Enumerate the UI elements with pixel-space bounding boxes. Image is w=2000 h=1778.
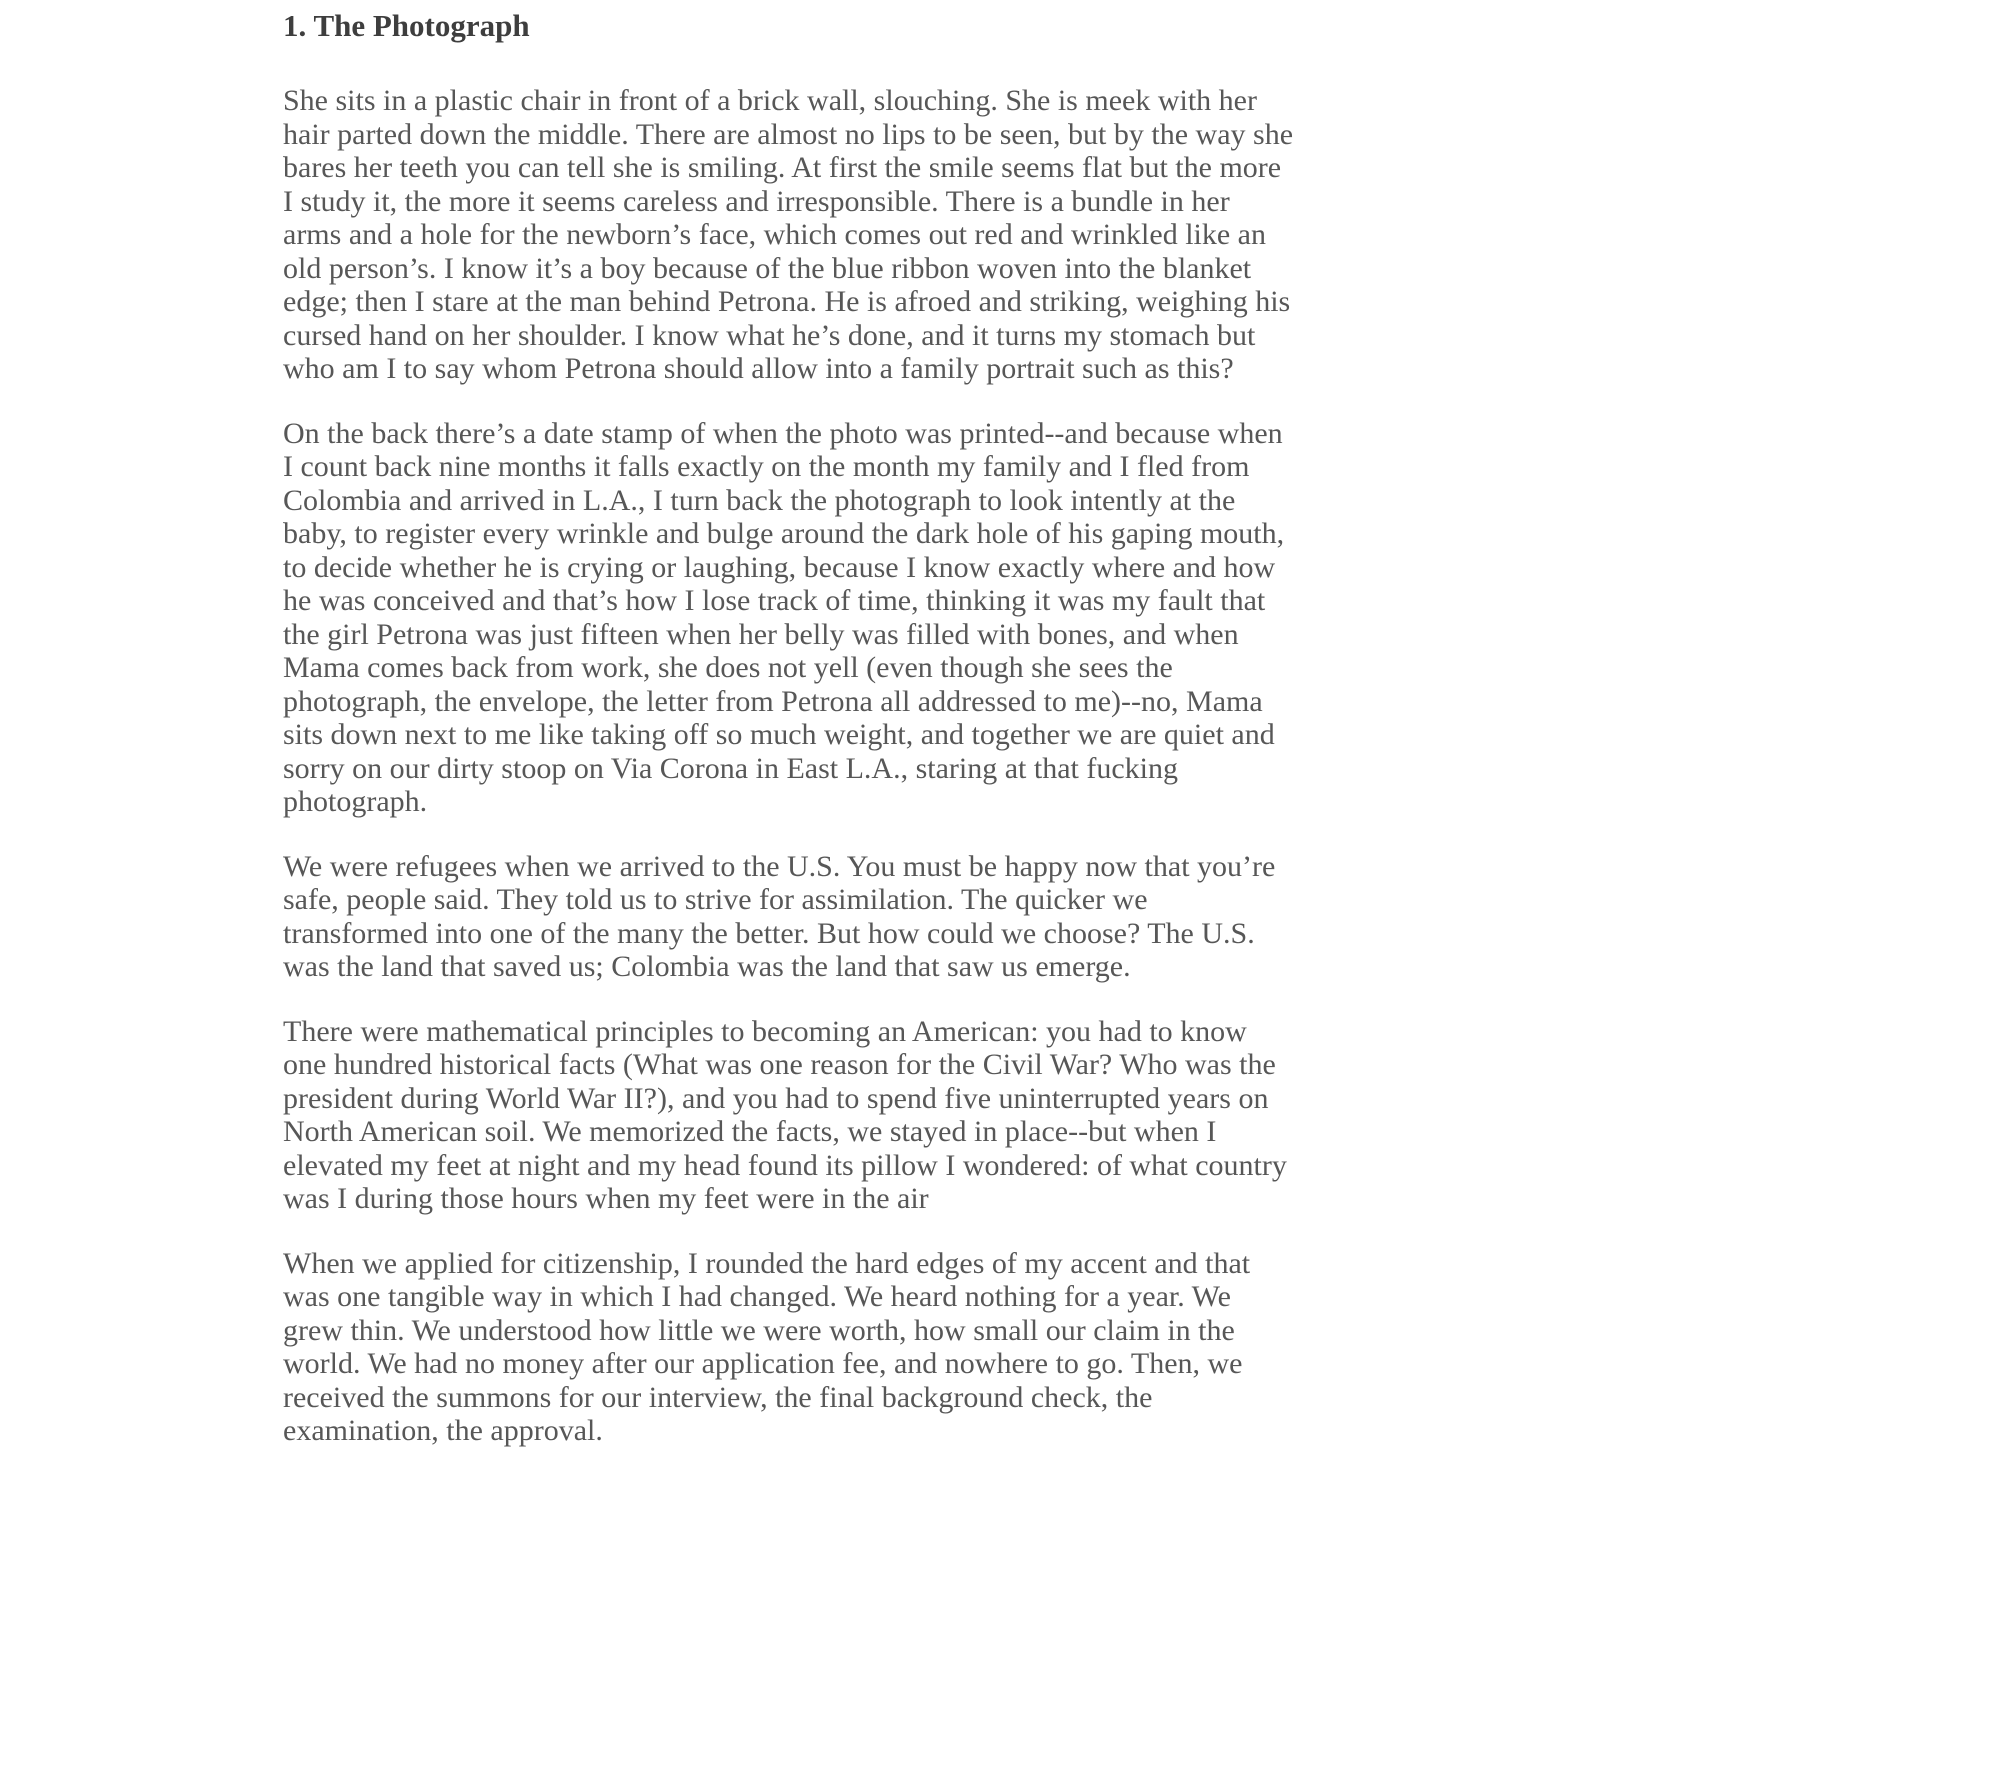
paragraph-citizenship: When we applied for citizenship, I rounded the hard edges of my accent and that was one tangible way in which I had changed. We heard nothing for a year. We grew thin. We understood how little we were worth, how small our claim in the world. We had no money after our application fee, and nowhere to go. Then, we received the summons for our interview, the final background check, the examination, the approval.	[283, 1246, 1251, 1447]
paragraph-date-stamp: On the back there’s a date stamp of when the photo was printed--and because when I count back nine months it falls exactly on the month my family and I fled from Colombia and arrived in L.A., I turn back the photograph to look intently at the baby, to register every wrinkle and bulge around the dark hole of his gaping mouth, to decide whether he is crying or laughing, because I know exactly where and how he was conceived and that’s how I lose track of time, thinking it was my fault that the girl Petrona was just fifteen when her belly was filled with bones, and when Mama comes back from work, she does not yell (even though she sees the photograph, the envelope, the letter from Petrona all addressed to me)--no, Mama sits down next to me like taking off so much weight, and together we are quiet and sorry on our dirty stoop on Via Corona in East L.A., staring at that fucking photograph.	[283, 416, 1285, 818]
paragraph-refugees: We were refugees when we arrived to the U.S. You must be happy now that you’re safe, people said. They told us to strive for assimilation. The quicker we transformed into one of the many the better. But how could we choose? The U.S. was the land that saved us; Colombia was the land that saw us emerge.	[283, 849, 1276, 983]
paragraph-mathematical-principles: There were mathematical principles to becoming an American: you had to know one hundred historical facts (What was one reason for the Civil War? Who was the president during World War II?), and you had to spend five uninterrupted years on North American soil. We memorized the facts, we stayed in place--but when I elevated my feet at night and my head found its pillow I wondered: of what country was I during those hours when my feet were in the air	[283, 1014, 1287, 1215]
paragraph-the-photograph-description: She sits in a plastic chair in front of a brick wall, slouching. She is meek with her hair parted down the middle. There are almost no lips to be seen, but by the way she bares her teeth you can tell she is smiling. At first the smile seems flat but the more I study it, the more it seems careless and irresponsible. There is a bundle in her arms and a hole for the newborn’s face, which comes out red and wrinkled like an old person’s. I know it’s a boy because of the blue ribbon woven into the blanket edge; then I stare at the man behind Petrona. He is afroed and striking, weighing his cursed hand on her shoulder. I know what he’s done, and it turns my stomach but who am I to say whom Petrona should allow into a family portrait such as this?	[283, 84, 1294, 385]
page-title: 1. The Photograph	[283, 8, 530, 43]
